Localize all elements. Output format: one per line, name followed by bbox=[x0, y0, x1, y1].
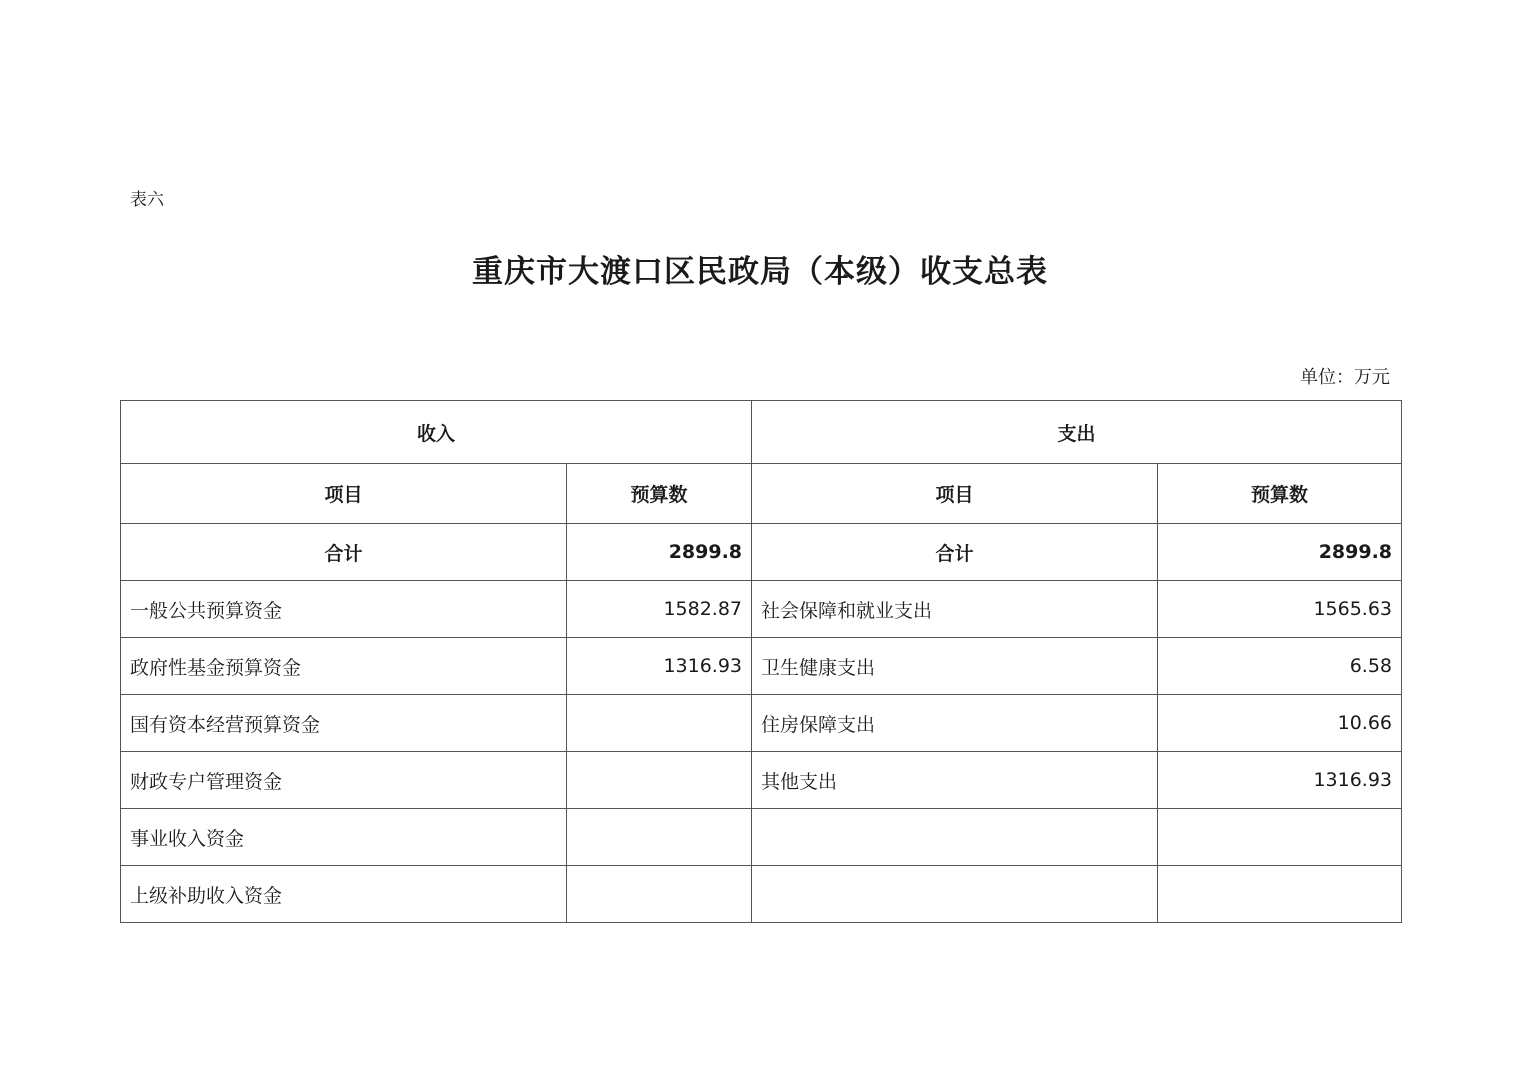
table-row bbox=[121, 866, 1402, 923]
expenditure-total-label: 合计 bbox=[752, 524, 1158, 581]
expenditure-item: 卫生健康支出 bbox=[752, 638, 1158, 695]
income-group-header: 收入 bbox=[121, 401, 752, 464]
expenditure-item bbox=[752, 809, 1158, 866]
table-row bbox=[121, 638, 1402, 695]
expenditure-amount: 1565.63 bbox=[1158, 581, 1402, 638]
table-row bbox=[121, 581, 1402, 638]
income-amount bbox=[567, 866, 752, 923]
table-number-label: 表六 bbox=[130, 190, 164, 210]
expenditure-item: 社会保障和就业支出 bbox=[752, 581, 1158, 638]
income-amount-header: 预算数 bbox=[567, 464, 752, 524]
income-amount bbox=[567, 695, 752, 752]
column-header-row bbox=[121, 464, 1402, 524]
table-row bbox=[121, 695, 1402, 752]
expenditure-amount: 6.58 bbox=[1158, 638, 1402, 695]
income-item: 上级补助收入资金 bbox=[121, 866, 567, 923]
expenditure-group-header: 支出 bbox=[752, 401, 1402, 464]
expenditure-amount-header: 预算数 bbox=[1158, 464, 1402, 524]
income-item: 一般公共预算资金 bbox=[121, 581, 567, 638]
expenditure-amount: 1316.93 bbox=[1158, 752, 1402, 809]
income-amount bbox=[567, 809, 752, 866]
expenditure-item-header: 项目 bbox=[752, 464, 1158, 524]
income-item: 事业收入资金 bbox=[121, 809, 567, 866]
income-item: 政府性基金预算资金 bbox=[121, 638, 567, 695]
expenditure-item bbox=[752, 866, 1158, 923]
income-item-header: 项目 bbox=[121, 464, 567, 524]
expenditure-item: 其他支出 bbox=[752, 752, 1158, 809]
income-amount bbox=[567, 752, 752, 809]
group-header-row bbox=[121, 401, 1402, 464]
expenditure-item: 住房保障支出 bbox=[752, 695, 1158, 752]
income-amount: 1582.87 bbox=[567, 581, 752, 638]
total-row bbox=[121, 524, 1402, 581]
income-amount: 1316.93 bbox=[567, 638, 752, 695]
income-item: 财政专户管理资金 bbox=[121, 752, 567, 809]
table-row bbox=[121, 752, 1402, 809]
unit-label: 单位：万元 bbox=[1300, 367, 1390, 388]
income-item: 国有资本经营预算资金 bbox=[121, 695, 567, 752]
expenditure-amount bbox=[1158, 866, 1402, 923]
table-row bbox=[121, 809, 1402, 866]
expenditure-total-amount: 2899.8 bbox=[1158, 524, 1402, 581]
income-total-amount: 2899.8 bbox=[567, 524, 752, 581]
budget-summary-table bbox=[120, 400, 1402, 923]
document-title: 重庆市大渡口区民政局（本级）收支总表 bbox=[472, 254, 1048, 290]
expenditure-amount bbox=[1158, 809, 1402, 866]
income-total-label: 合计 bbox=[121, 524, 567, 581]
expenditure-amount: 10.66 bbox=[1158, 695, 1402, 752]
